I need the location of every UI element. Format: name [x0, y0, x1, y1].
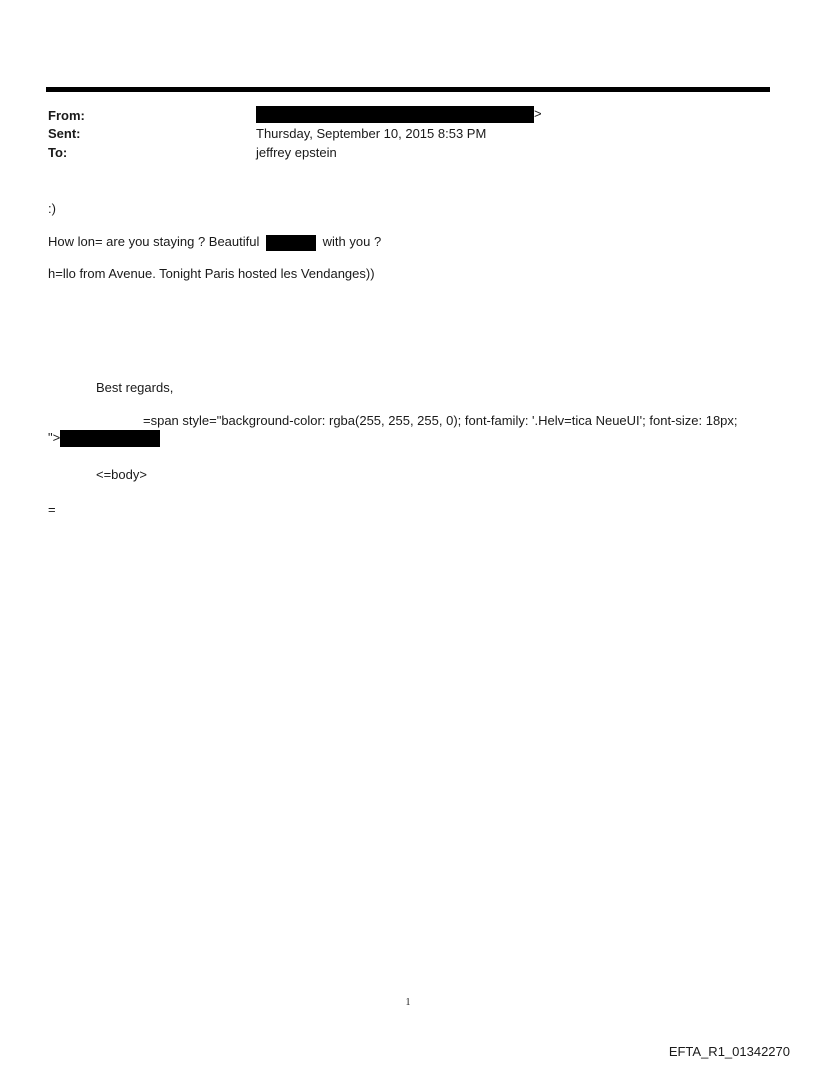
body-line-2-post: with you ?	[322, 234, 382, 249]
from-label: From:	[48, 108, 85, 123]
sent-value: Thursday, September 10, 2015 8:53 PM	[256, 126, 487, 141]
span-close-line	[48, 430, 160, 447]
sent-label: Sent:	[48, 126, 81, 141]
equals-line: =	[48, 502, 56, 517]
body-line-3: h=llo from Avenue. Tonight Paris hosted les Vendanges))	[48, 266, 375, 281]
body-line-2-pre: How lon= are you staying ? Beautiful	[48, 234, 260, 249]
span-close: ">	[48, 430, 61, 445]
span-markup-line: =span style="background-color: rgba(255, 255, 255, 0); font-family: '.Helv=tica NeueUI'; font-size: 18px;	[143, 413, 738, 428]
signoff: Best regards,	[96, 380, 174, 395]
page-number: 1	[405, 997, 411, 1008]
body-tag-line: <=body>	[96, 467, 147, 482]
to-label: To:	[48, 145, 68, 160]
from-tail: >	[534, 106, 542, 121]
from-value	[256, 106, 542, 123]
body-line-2	[48, 234, 381, 251]
body-line-1: :)	[48, 201, 56, 216]
bates-number: EFTA_R1_01342270	[668, 1044, 790, 1059]
redaction-box	[60, 430, 160, 447]
redaction-box	[256, 106, 534, 123]
redaction-box	[266, 235, 316, 251]
header-rule	[46, 87, 770, 92]
to-value: jeffrey epstein	[256, 145, 337, 160]
